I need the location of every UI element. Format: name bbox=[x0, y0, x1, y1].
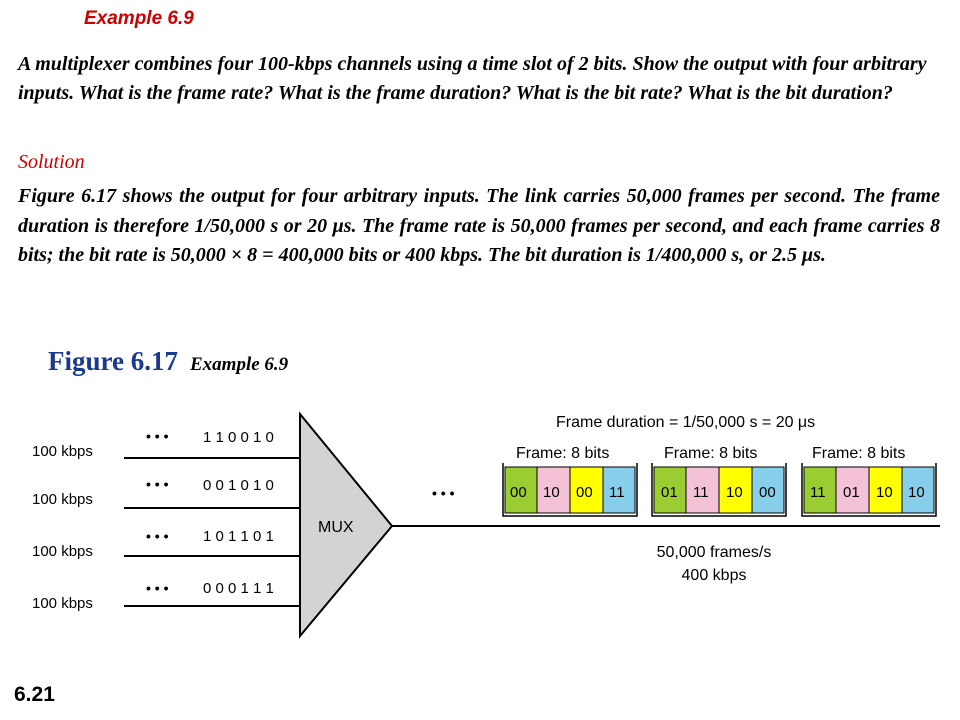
frame-1 bbox=[503, 445, 637, 516]
slot-bits: 10 bbox=[908, 484, 925, 501]
input-ellipsis: • • • bbox=[146, 428, 169, 444]
input-bits: 1 0 1 1 0 1 bbox=[203, 528, 274, 545]
slot-bits: 11 bbox=[609, 484, 625, 501]
input-ellipsis: • • • bbox=[146, 528, 169, 544]
input-1 bbox=[32, 428, 300, 460]
frame-3 bbox=[802, 445, 936, 516]
input-ellipsis: • • • bbox=[146, 580, 169, 596]
input-2 bbox=[32, 476, 300, 508]
input-3 bbox=[32, 528, 300, 560]
slot-bits: 10 bbox=[543, 484, 560, 501]
output-rate: 400 kbps bbox=[681, 567, 747, 584]
input-bits: 1 1 0 0 1 0 bbox=[203, 429, 274, 446]
solution-text: Figure 6.17 shows the output for four arbitrary inputs. The link carries 50,000 frames per second. The frame duration is therefore 1/50,000 s or 20 μs. The frame rate is 50,000 frames per second, and each frame carries 8 bits; the bit rate is 50,000 × 8 = 400,000 bits or 400 kbps. The bit duration is 1/400,000 s, or 2.5 μs. bbox=[18, 185, 940, 266]
question-text: A multiplexer combines four 100-kbps channels using a time slot of 2 bits. Show the output with four arbitrary inputs. What is the frame rate? What is the frame duration? What is the bit rate? What is the bit duration? bbox=[18, 53, 927, 104]
slide-number: 6.21 bbox=[14, 683, 55, 706]
slot-bits: 10 bbox=[876, 484, 893, 501]
frame-label: Frame: 8 bits bbox=[664, 445, 758, 462]
frame-label: Frame: 8 bits bbox=[812, 445, 906, 462]
input-rate: 100 kbps bbox=[32, 491, 93, 508]
frame-label: Frame: 8 bits bbox=[516, 445, 610, 462]
slot-bits: 10 bbox=[726, 484, 743, 501]
input-bits: 0 0 0 1 1 1 bbox=[203, 580, 274, 597]
frame-2 bbox=[652, 445, 786, 516]
slot-bits: 01 bbox=[661, 484, 678, 501]
output-ellipsis: • • • bbox=[432, 485, 455, 501]
input-ellipsis: • • • bbox=[146, 476, 169, 492]
frames-per-second: 50,000 frames/s bbox=[656, 544, 772, 561]
solution-heading: Solution bbox=[18, 151, 85, 173]
input-rate: 100 kbps bbox=[32, 595, 93, 612]
figure-number: Figure 6.17 bbox=[48, 346, 178, 376]
figure-title: Example 6.9 bbox=[190, 354, 289, 375]
slot-bits: 00 bbox=[759, 484, 776, 501]
example-title: Example 6.9 bbox=[84, 8, 194, 29]
input-4 bbox=[32, 580, 300, 612]
slot-bits: 11 bbox=[810, 484, 826, 501]
slot-bits: 00 bbox=[576, 484, 593, 501]
mux-label: MUX bbox=[318, 519, 354, 536]
input-rate: 100 kbps bbox=[32, 543, 93, 560]
slot-bits: 00 bbox=[510, 484, 527, 501]
frame-duration-label: Frame duration = 1/50,000 s = 20 μs bbox=[556, 414, 816, 431]
slot-bits: 11 bbox=[693, 484, 709, 501]
input-rate: 100 kbps bbox=[32, 443, 93, 460]
slot-bits: 01 bbox=[843, 484, 860, 501]
input-bits: 0 0 1 0 1 0 bbox=[203, 477, 274, 494]
